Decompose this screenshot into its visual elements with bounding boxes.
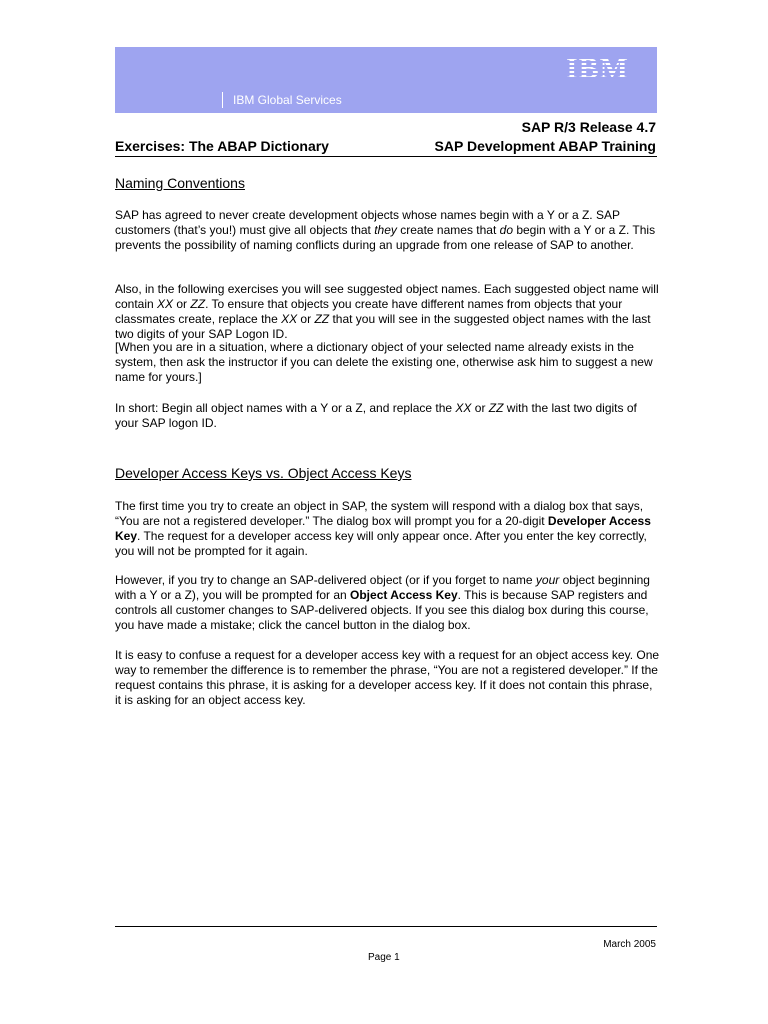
header-banner — [115, 47, 657, 113]
section-title-naming-conventions: Naming Conventions — [115, 175, 245, 191]
footer-divider — [115, 926, 657, 927]
header-divider — [115, 156, 657, 157]
paragraph: Also, in the following exercises you will see suggested object names. Each suggested object name will contain XX or ZZ. To ensure that objects you create have different names from objects that your classmates create, replace the XX or ZZ that you will see in the suggested object names with the last two digits of your SAP Logon ID. — [115, 282, 659, 341]
ibm-logo: IBM — [566, 52, 629, 85]
section-title-access-keys: Developer Access Keys vs. Object Access Keys — [115, 465, 412, 481]
footer-date: March 2005 — [603, 939, 656, 950]
paragraph: SAP has agreed to never create development objects whose names begin with a Y or a Z. SAP customers (that’s you!) must give all objects that they create names that do begin with a Y or a Z. This prevents the possibility of naming conflicts during an upgrade from one release of SAP to another. — [115, 208, 656, 252]
paragraph: It is easy to confuse a request for a developer access key with a request for an object access key. One way to remember the difference is to remember the phrase, “You are not a registered developer.” If the request contains this phrase, it is asking for a developer access key. If it does not contain this phrase, it is asking for an object access key. — [115, 648, 660, 707]
paragraph: In short: Begin all object names with a Y or a Z, and replace the XX or ZZ with the last two digits of your SAP logon ID. — [115, 401, 637, 430]
global-services-label: IBM Global Services — [222, 92, 342, 108]
exercise-title: Exercises: The ABAP Dictionary — [115, 138, 329, 154]
page-number: Page 1 — [368, 952, 400, 963]
paragraph: The first time you try to create an object in SAP, the system will respond with a dialog box that says, “You are not a registered developer.” The dialog box will prompt you for a 20-digit Developer Access Key. The request for a developer access key will only appear once. After you enter the key correctly, you will not be prompted for it again. — [115, 499, 651, 558]
release-label: SAP R/3 Release 4.7 — [521, 119, 656, 135]
training-title: SAP Development ABAP Training — [434, 138, 656, 154]
paragraph: However, if you try to change an SAP-delivered object (or if you forget to name your object beginning with a Y or a Z), you will be prompted for an Object Access Key. This is because SAP registers and controls all customer changes to SAP-delivered objects. If you see this dialog box during this course, you have made a mistake; click the cancel button in the dialog box. — [115, 573, 650, 632]
paragraph: [When you are in a situation, where a dictionary object of your selected name already exists in the system, then ask the instructor if you can delete the existing one, otherwise ask him to suggest a new name for yours.] — [115, 340, 653, 384]
